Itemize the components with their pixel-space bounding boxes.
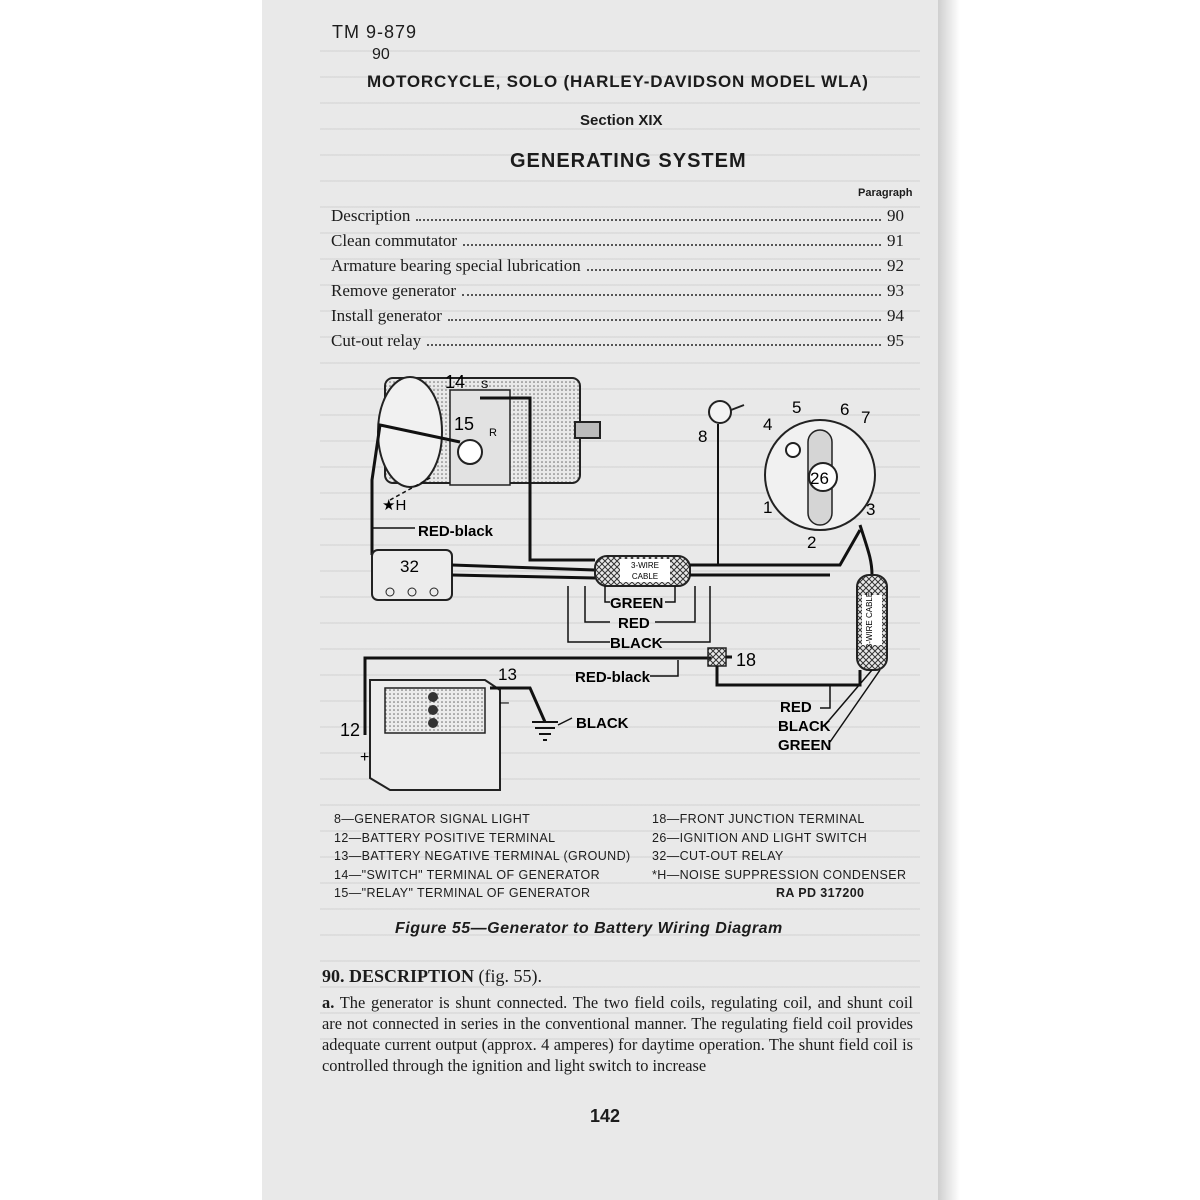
front-junction-terminal: [708, 648, 860, 685]
wiring-diagram: [320, 360, 920, 810]
callout-32: 32: [400, 557, 419, 576]
toc-leader: [587, 259, 881, 271]
legend-item: 14—"SWITCH" TERMINAL OF GENERATOR: [334, 867, 601, 882]
toc-label: Remove generator: [331, 281, 457, 300]
toc-leader: [427, 334, 881, 346]
description-paragraph: [322, 992, 913, 1076]
toc-number: 93: [887, 281, 904, 300]
callout-s: S: [481, 379, 489, 391]
toc-leader: [416, 209, 881, 221]
callout-r: R: [489, 427, 497, 439]
toc-leader: [448, 309, 881, 321]
description-fig-ref: (fig. 55).: [478, 966, 543, 986]
callout-3: 3: [866, 500, 876, 519]
legend-item: 18—FRONT JUNCTION TERMINAL: [652, 812, 865, 826]
page-edge: [938, 0, 960, 1200]
wire-label-green-2: GREEN: [778, 737, 832, 754]
legend-item: 8—GENERATOR SIGNAL LIGHT: [334, 812, 531, 826]
wire-label-black-2: BLACK: [778, 718, 831, 735]
callout-h: ★H: [382, 497, 407, 514]
toc-number: 95: [887, 331, 904, 350]
callout-4: 4: [763, 415, 773, 434]
cable-label-line2: CABLE: [631, 572, 659, 581]
paragraph-text: The generator is shunt connected. The two field coils, regulating coil, and shunt coil are not connected in series in the conventional manner. The regulating field coil provides adequate current output (approx. 4 amperes) for daytime operation. The shunt field coil is controlled through the ignition and light switch to increase: [322, 993, 913, 1075]
toc-row: [331, 306, 904, 330]
wire-label-red-black-mid: RED-black: [575, 669, 651, 686]
callout-18: 18: [736, 650, 757, 670]
description-heading: [322, 966, 542, 987]
callout-8: 8: [698, 427, 708, 446]
toc-label: Description: [331, 206, 411, 225]
callout-7: 7: [861, 408, 871, 427]
legend-left: [334, 810, 631, 903]
legend-item: 15—"RELAY" TERMINAL OF GENERATOR: [334, 886, 591, 900]
wire-label-red-2: RED: [780, 699, 812, 716]
toc-row: [331, 206, 904, 230]
callout-1: 1: [763, 498, 773, 517]
toc-row: [331, 231, 904, 255]
callout-26: 26: [810, 469, 829, 488]
toc-label: Armature bearing special lubrication: [331, 256, 581, 275]
legend-ref: RA PD 317200: [776, 886, 865, 900]
page-title: MOTORCYCLE, SOLO (HARLEY-DAVIDSON MODEL WLA): [367, 72, 869, 91]
callout-plus: +: [360, 749, 370, 766]
toc-row: [331, 331, 904, 355]
generator-signal-light: [709, 401, 744, 565]
header-paragraph-number: 90: [372, 46, 390, 63]
paragraph-label: a.: [322, 993, 335, 1012]
callout-12: 12: [340, 720, 361, 740]
battery: [370, 680, 545, 790]
toc-number: 94: [887, 306, 904, 325]
legend-right: [652, 810, 906, 903]
toc-number: 92: [887, 256, 904, 275]
figure-caption: Figure 55—Generator to Battery Wiring Diagram: [395, 920, 783, 937]
toc-label: Clean commutator: [331, 231, 458, 250]
tm-number: TM 9-879: [332, 22, 418, 42]
section-heading: GENERATING SYSTEM: [510, 150, 747, 172]
toc-number: 90: [887, 206, 904, 225]
toc-label: Install generator: [331, 306, 442, 325]
callout-15: 15: [454, 414, 475, 434]
legend-item: 26—IGNITION AND LIGHT SWITCH: [652, 830, 868, 845]
legend-item: 12—BATTERY POSITIVE TERMINAL: [334, 830, 556, 845]
cable-label-line1: 3-WIRE: [631, 561, 659, 570]
wire-label-ground-black: BLACK: [576, 715, 629, 732]
description-title: DESCRIPTION: [349, 966, 475, 986]
legend-item: *H—NOISE SUPPRESSION CONDENSER: [652, 867, 907, 882]
toc-label: Cut-out relay: [331, 331, 422, 350]
callout-minus: –: [500, 694, 509, 711]
toc-paragraph-header: Paragraph: [858, 187, 913, 199]
callout-6: 6: [840, 400, 850, 419]
legend-item: 13—BATTERY NEGATIVE TERMINAL (GROUND): [334, 849, 631, 863]
callout-13: 13: [498, 665, 517, 684]
toc-leader: [463, 234, 881, 246]
description-number: 90.: [322, 966, 345, 986]
wire-label-black: BLACK: [610, 635, 663, 652]
callout-14: 14: [445, 372, 466, 392]
section-label: Section XIX: [580, 112, 663, 129]
callout-5: 5: [792, 398, 802, 417]
wire-label-red-black-top: RED-black: [418, 523, 494, 540]
toc-number: 91: [887, 231, 904, 250]
cable-label-vertical: 3-WIRE CABLE: [865, 591, 874, 649]
callout-2: 2: [807, 533, 817, 552]
legend-item: 32—CUT-OUT RELAY: [652, 849, 784, 863]
toc-leader: [462, 284, 881, 296]
wire-label-red: RED: [618, 615, 650, 632]
toc-row: [331, 256, 904, 280]
ground-symbol: [532, 718, 572, 740]
wire-label-green: GREEN: [610, 595, 664, 612]
toc-row: [331, 281, 904, 305]
page-number: 142: [590, 1106, 621, 1126]
